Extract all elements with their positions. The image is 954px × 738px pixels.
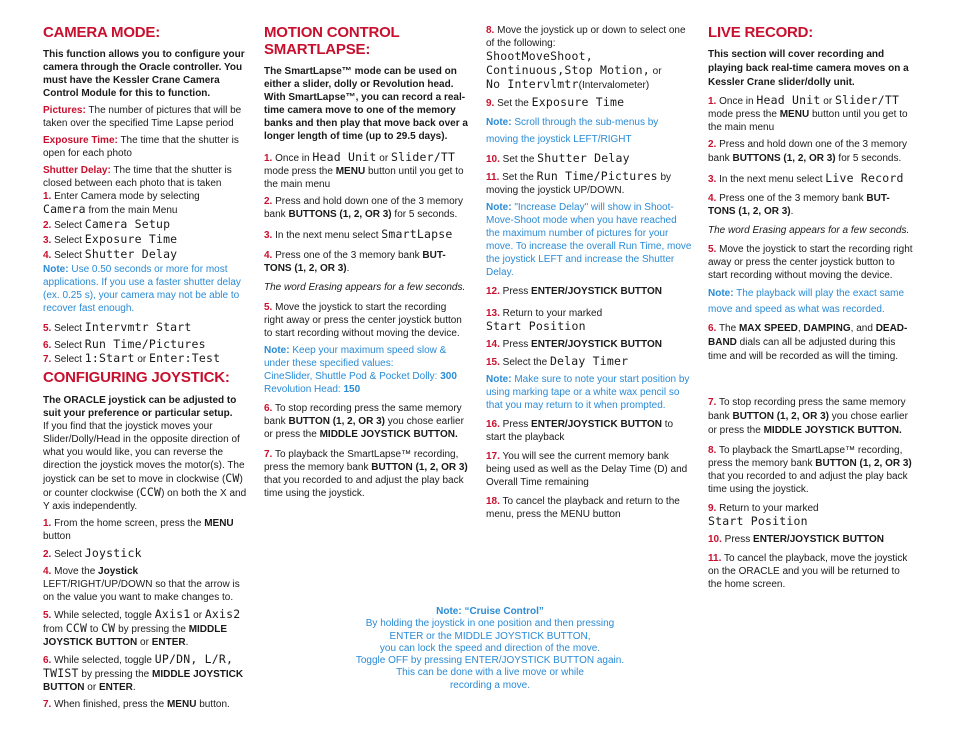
live-step-8: 8. To playback the SmartLapse™ recording, press the memory bank BUTTON (1, 2, OR 3) that you recorded to and adjust the play back time using the joystick. (708, 445, 912, 495)
step-15: 15. Select the Delay Timer (486, 354, 629, 368)
cruise-line: By holding the joystick in one position and then pressing (365, 618, 615, 630)
motion-step-3: 3. In the next menu select SmartLapse (264, 227, 453, 241)
step-14: 14. Press ENTER/JOYSTICK BUTTON (486, 339, 662, 350)
camera-step-4: 4. Select Shutter Delay (43, 247, 178, 261)
motion-step-4: 4. Press one of the 3 memory bank BUT-TONS (1, 2, OR 3). (264, 250, 446, 274)
cruise-line: you can lock the speed and direction of the move. (379, 642, 601, 654)
camera-step-3: 3. Select Exposure Time (43, 232, 178, 246)
pictures-definition: Pictures: The number of pictures that will be taken over the specified Time Lapse period (43, 105, 242, 129)
motion-step-1: 1. Once in Head Unit or Slider/TT mode press the MENU button until you get to the main menu (264, 150, 464, 190)
step-11: 11. Set the Run Time/Pictures by moving the joystick UP/DOWN. (486, 169, 672, 196)
step-9: 9. Set the Exposure Time (486, 95, 625, 109)
configuring-joystick-title: CONFIGURING JOYSTICK: (43, 369, 230, 386)
cruise-control-note (352, 606, 628, 692)
live-note: Note: The playback will play the exact same move and speed as what was recorded. (708, 288, 905, 315)
step-12: 12. Press ENTER/JOYSTICK BUTTON (486, 286, 662, 297)
cruise-line: ENTER or the MIDDLE JOYSTICK BUTTON, (389, 630, 591, 642)
exposure-definition: Exposure Time: The time that the shutter is open for each photo (43, 135, 239, 159)
live-step-1: 1. Once in Head Unit or Slider/TT mode press the MENU button until you get to the main menu (708, 93, 908, 133)
step-note-1: Note: Scroll through the sub-menus by moving the joystick LEFT/RIGHT (486, 117, 659, 145)
step-18: 18. To cancel the playback and return to the menu, press the MENU button (486, 496, 680, 520)
live-record-column (708, 18, 913, 595)
motion-step-5: 5. Move the joystick to start the recording right away or press the center joystick button to start recording without moving the device. (264, 302, 462, 339)
motion-intro: The SmartLapse™ mode can be used on either a slider, dolly or Revolution head. With SmartLapse™, you can record a real-time camera move to one of the memory banks and then play that move back over a longer length of time (up to 29.5 days). (264, 66, 468, 142)
cruise-line: recording a move. (449, 679, 531, 691)
live-step-4: 4. Press one of the 3 memory bank BUT-TONS (1, 2, OR 3). (708, 193, 890, 217)
live-step-2: 2. Press and hold down one of the 3 memory bank BUTTONS (1, 2, OR 3) for 5 seconds. (708, 139, 908, 164)
camera-intro: This function allows you to configure your camera through the Oracle controller. You must have the Kessler Crane Camera Control Module for this to function. (43, 49, 245, 99)
motion-step-7: 7. To playback the SmartLapse™ recording, press the memory bank BUTTON (1, 2, OR 3) that you recorded to and adjust the play back time using the joystick. (264, 449, 468, 499)
step-8: 8. Move the joystick up or down to select one of the following: ShootMoveShoot, Continuous,Stop Motion, or No Intervlmtr(Intervalometer) (486, 25, 686, 91)
joystick-step-4: 4. Move the Joystick LEFT/RIGHT/UP/DOWN so that the arrow is on the value you want to make changes to. (43, 566, 240, 603)
motion-note: Note: Keep your maximum speed slow & under these specified values: CineSlider, Shuttle Pod & Pocket Dolly: 300 Revolution Head: 150 (264, 345, 457, 395)
joystick-step-1: 1. From the home screen, press the MENU button (43, 518, 234, 542)
camera-mode-title: CAMERA MODE: (43, 24, 161, 41)
live-step-3: 3. In the next menu select Live Record (708, 171, 904, 185)
joystick-step-6: 6. While selected, toggle UP/DN, L/R, TWIST by pressing the MIDDLE JOYSTICK BUTTON or ENTER. (43, 652, 244, 693)
camera-step-7: 7. Select 1:Start or Enter:Test (43, 351, 221, 365)
step-13: 13. Return to your marked Start Position (486, 308, 603, 333)
cruise-line: This can be done with a live move or while (396, 667, 584, 679)
live-step-5: 5. Move the joystick to start the recording right away or press the center joystick button to start recording without moving the device. (708, 244, 913, 281)
step-note-2: Note: "Increase Delay" will show in Shoot-Move-Shoot mode when you have reached the maximum number of pictures for your move. To increase the overall Run Time, move the joystick LEFT and increase the Shutter Delay. (486, 202, 692, 278)
motion-erasing-text: The word Erasing appears for a few seconds. (264, 282, 466, 293)
joystick-step-5: 5. While selected, toggle Axis1 or Axis2 from CCW to CW by pressing the MIDDLE JOYSTICK BUTTON or ENTER. (43, 607, 241, 648)
joystick-step-7: 7. When finished, press the MENU button. (43, 699, 230, 710)
camera-mode-column (43, 18, 249, 715)
joystick-body: If you find that the joystick moves your Slider/Dolly/Head in the opposite direction of what you would like, you can reverse the direction the joystick moves the motor(s). The joystick can be set to move in clockwise (CW) or counter clockwise (CCW) on both the X and Y axis independently. (43, 421, 247, 512)
live-intro: This section will cover recording and playing back real-time camera moves on a Kessler Crane slider/dolly unit. (708, 49, 909, 88)
camera-step-6: 6. Select Run Time/Pictures (43, 337, 206, 351)
live-record-title: LIVE RECORD: (708, 24, 814, 41)
live-step-11: 11. To cancel the playback, move the joystick on the ORACLE and you will be returned to the home screen. (708, 553, 908, 590)
cruise-control-title: Note: “Cruise Control” (436, 606, 544, 617)
live-step-9: 9. Return to your marked Start Position (708, 503, 819, 528)
motion-control-column (264, 18, 468, 504)
motion-step-2: 2. Press and hold down one of the 3 memory bank BUTTONS (1, 2, OR 3) for 5 seconds. (264, 196, 464, 220)
cruise-line: Toggle OFF by pressing ENTER/JOYSTICK BUTTON again. (355, 655, 625, 667)
step-16: 16. Press ENTER/JOYSTICK BUTTON to start the playback (486, 419, 674, 443)
live-erasing-text: The word Erasing appears for a few seconds. (708, 225, 910, 236)
motion-control-title: MOTION CONTROL SMARTLAPSE: (264, 24, 400, 58)
joystick-step-2: 2. Select Joystick (43, 546, 142, 560)
delay-definition: Shutter Delay: The time that the shutter is closed between each photo that is taken (43, 165, 232, 189)
step-10: 10. Set the Shutter Delay (486, 151, 630, 165)
camera-step-2: 2. Select Camera Setup (43, 217, 171, 231)
live-step-6: 6. The MAX SPEED, DAMPING, and DEAD-BAND dials can all be adjusted during this time and will be recorded as will the timing. (708, 323, 908, 362)
motion-step-6: 6. To stop recording press the same memory bank BUTTON (1, 2, OR 3) you chose earlier or press the MIDDLE JOYSTICK BUTTON. (264, 403, 464, 440)
live-step-10: 10. Press ENTER/JOYSTICK BUTTON (708, 534, 884, 545)
camera-note: Note: Use 0.50 seconds or more for most applications. If you use a faster shutter delay (ex. 0.25 s), your camera may not be able to recover fast enough. (43, 264, 241, 314)
camera-step-1: 1. Enter Camera mode by selecting Camera from the main Menu (43, 191, 200, 216)
joystick-intro: The ORACLE joystick can be adjusted to suit your preference or particular setup. (43, 395, 237, 419)
live-step-7: 7. To stop recording press the same memory bank BUTTON (1, 2, OR 3) you chose earlier or press the MIDDLE JOYSTICK BUTTON. (708, 397, 908, 436)
spacer (708, 368, 913, 396)
step-17: 17. You will see the current memory bank being used as well as the Delay Time (D) and Overall Time remaining (486, 451, 688, 488)
steps-column (486, 24, 692, 525)
camera-step-5: 5. Select Intervmtr Start (43, 320, 192, 334)
step-note-3: Note: Make sure to note your start position by using marking tape or a white wax pencil so that you may return to it when prompted. (486, 374, 690, 411)
